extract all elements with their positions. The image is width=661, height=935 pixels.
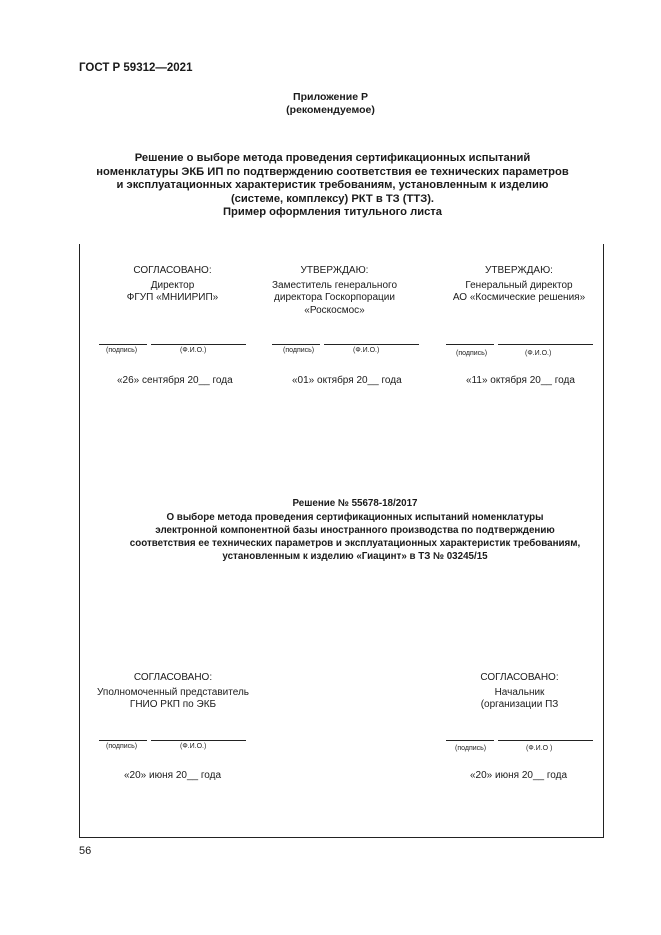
title-line: номенклатуры ЭКБ ИП по подтверждению соответствия ее технических параметров (96, 165, 569, 178)
agreement-block-head: СОГЛАСОВАНО: (133, 672, 213, 683)
agreement-block-line: (организации ПЗ (480, 699, 559, 710)
agreement-date: «20» июня 20__ года (470, 770, 568, 781)
approval-block-2 (262, 265, 407, 317)
decision-line: соответствия ее технических параметров и эксплуатационных характеристик требованиям, (129, 538, 581, 549)
agreement-block-line: Начальник (494, 686, 545, 698)
approval-date: «01» октября 20__ года (292, 375, 402, 386)
approval-block-line: ФГУП «МНИИРИП» (126, 292, 219, 303)
signature-line (446, 740, 494, 741)
signature-line (99, 344, 147, 345)
signature-caption: (подпись) (106, 743, 138, 750)
signature-line (446, 344, 494, 345)
approval-block-1 (95, 265, 250, 305)
title-line: Решение о выборе метода проведения сертификационных испытаний (134, 152, 531, 164)
signature-caption: (подпись) (455, 745, 487, 752)
name-caption: (Ф.И.О.) (525, 350, 552, 357)
annex-title: Приложение Р (293, 91, 368, 103)
agreement-block-line: ГНИО РКП по ЭКБ (129, 699, 217, 710)
signature-line (99, 740, 147, 741)
signature-caption: (подпись) (283, 347, 315, 354)
signature-line (272, 344, 320, 345)
approval-date: «26» сентября 20__ года (117, 375, 233, 386)
name-line (498, 344, 593, 345)
agreement-block-line: Уполномоченный представитель (97, 686, 249, 698)
decision-line: О выборе метода проведения сертификационных испытаний номенклатуры (166, 512, 544, 523)
signature-caption: (подпись) (456, 350, 488, 357)
name-caption: (Ф.И.О.) (180, 743, 207, 750)
name-line (498, 740, 593, 741)
decision-line: электронной компонентной базы иностранного производства по подтверждению (155, 525, 555, 536)
annex-heading (0, 91, 661, 117)
approval-block-line: Заместитель генерального (271, 279, 398, 291)
name-line (151, 740, 246, 741)
approval-block-line: Директор (150, 279, 195, 291)
approval-block-line: «Роскосмос» (304, 304, 365, 316)
approval-block-line: АО «Космические решения» (452, 292, 586, 303)
decision-block (90, 497, 620, 563)
name-line (151, 344, 246, 345)
signature-caption: (подпись) (106, 347, 138, 354)
agreement-block-1 (93, 672, 253, 712)
title-line: и эксплуатационных характеристик требованиям, установленным к изделию (116, 179, 549, 191)
name-line (324, 344, 419, 345)
agreement-block-head: СОГЛАСОВАНО: (480, 672, 559, 683)
name-caption: (Ф.И.О.) (353, 347, 380, 354)
title-line: Пример оформления титульного листа (222, 206, 443, 218)
approval-block-head: УТВЕРЖДАЮ: (300, 265, 369, 276)
title-line: (системе, комплексу) РКТ в ТЗ (ТТЗ). (230, 192, 435, 205)
agreement-block-2 (462, 672, 577, 712)
name-caption: (Ф.И.О ) (526, 745, 553, 752)
approval-block-head: УТВЕРЖДАЮ: (485, 265, 553, 276)
decision-number: Решение № 55678-18/2017 (292, 498, 418, 509)
page-number: 56 (79, 845, 92, 857)
document-code: ГОСТ Р 59312—2021 (79, 62, 193, 74)
document-title (90, 152, 575, 220)
approval-date: «11» октября 20__ года (466, 375, 575, 386)
decision-line: установленным к изделию «Гиацинт» в ТЗ № 03245/15 (222, 551, 488, 562)
approval-block-line: Генеральный директор (465, 279, 573, 291)
approval-block-3 (444, 265, 594, 305)
approval-block-line: директора Госкорпорации (274, 292, 395, 303)
approval-block-head: СОГЛАСОВАНО: (133, 265, 212, 276)
agreement-date: «20» июня 20__ года (124, 770, 222, 781)
name-caption: (Ф.И.О.) (180, 347, 207, 354)
annex-subtitle: (рекомендуемое) (286, 104, 375, 116)
